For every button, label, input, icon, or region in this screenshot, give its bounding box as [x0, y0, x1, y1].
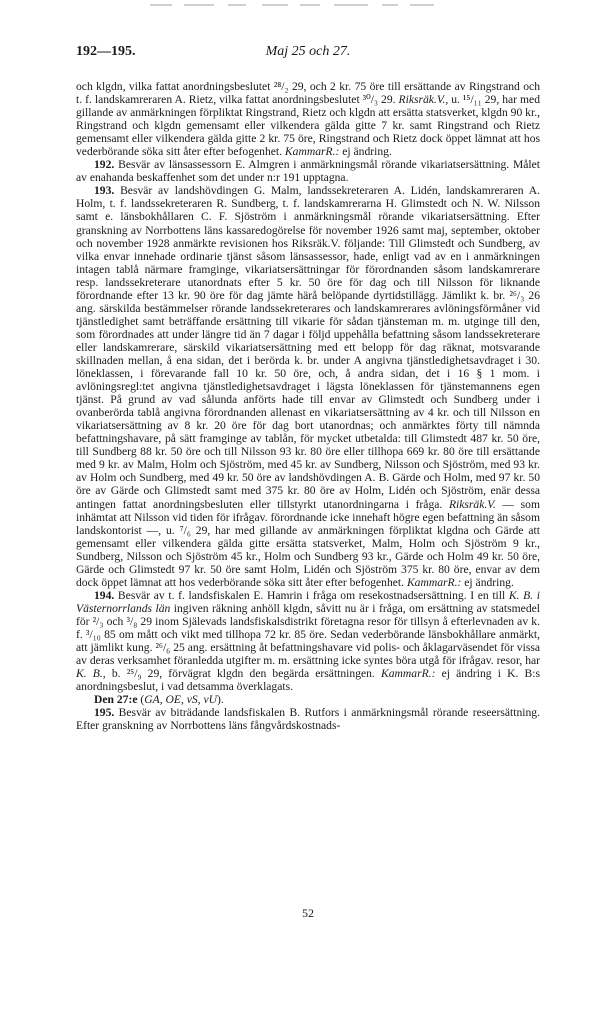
text-run: Besvär av t. f. landsfiskalen E. Hamrin i fråga om resekostnadsersättning. I en till	[114, 588, 509, 602]
session-date-line	[76, 693, 540, 706]
italic-run: KammarR.:	[381, 667, 436, 681]
text-run: ej ändring.	[339, 145, 392, 159]
body-text	[76, 80, 540, 732]
text-run: ej ändring i K. B:s anordningsbeslut, i vad detsamma överklagats.	[76, 667, 540, 694]
case-paragraph	[76, 158, 540, 184]
bold-run: 192.	[94, 158, 115, 172]
text-run: Besvär av landshövdingen G. Malm, landssekreteraren A. Lidén, landskamreraren A. Holm, t. f. landssekreteraren R. Sundberg, t. f. landskamrerarna H. Glimstedt och N. W. Nilsson samt e. länsbokhållaren C. F. Sjöström i anmärkningsmål rörande vikariatsersättning. Efter granskning av Norrbottens läns kassaredogörelse för november 1926 samt maj, september, oktober och november 1928 anmärkte revisionen hos Riksräk.V. följande: Till Glimstedt och Sundberg, av vilka envar innehade ordinarie tjänst såsom länsassessor, hade, enligt vad av en i anmärkningen intagen tablå närmare framginge, vikariatsersättningar för förordnanden såsom landskamrerare resp. landssekreterare utanordnats efter 5 kr. 50 öre för dag och till Nilsson för liknande förordnande efter 13 kr. 90 öre för dag jämte härå belöpande dyrtidstillägg. Jämlikt k. br. ²⁶/₃ 26 ang. särskilda bestämmelser rörande landssekreterares och landskamrerares avlöningsförmåner vid tjänstledighet samt beträffande ersättning till vikarie för sådan tjänsteman m. m. utginge till den, som förordnades att under längre tid än 7 dagar i följd uppehålla befattning såsom landssekreterare eller landskamrerare, särskild vikariatsersättning med ett belopp för dag räknat, motsvarande skillnaden mellan, å ena sidan, det i berörda k. br. under A angivna tjänstledighetsavdraget i 30. löneklassen, i förevarande fall 10 kr. 50 öre, och, å andra sidan, det i 16 § 1 mom. i avlöningsregl:tet angivna tjänstledighetsavdraget i lägsta löneklassen för tjänstemannens egen tjänst. På grund av vad sålunda anförts hade till envar av Glimstedt och Sundberg under i ovanberörda tablå angivna förordnanden allenast en vikariatsersättning av 4 kr. och till Nilsson en vikariatsersättning av 8 kr. 20 öre för dag bort utanordnas; och anmärktes förty till nämnda befattningshavare, på sätt framginge av tablån, för mycket utbetalda: till Glimstedt 487 kr. 50 öre, till Sundberg 88 kr. 50 öre och till Nilsson 93 kr. 80 öre eller tillhopa 669 kr. 80 öre till ersättande med 9 kr. av Malm, Holm och Sjöström, med 45 kr. av Sundberg, Nilsson och Sjöström, med 93 kr. av Holm och Sundberg, med 49 kr. 50 öre av landshövdingen A. B. Gärde och Holm, med 97 kr. 50 öre av Gärde och Glimstedt samt med 375 kr. 80 öre av Holm, Lidén och Sjöström, enär dessa antingen fattat anordningsbesluten eller tillstyrkt utanordningarna i fråga.	[76, 184, 540, 511]
top-edge-artifact	[0, 0, 616, 12]
text-run: ej ändring.	[461, 575, 514, 589]
bold-run: Den 27:e	[94, 693, 138, 707]
text-run: och klgdn, vilka fattat anordningsbeslutet ²⁸/₂ 29, och 2 kr. 75 öre till ersättande av Ringstrand och t. f. landskamreraren A. Rietz, vilka fattat anordningsbeslutet ³⁰/₃ 29.	[76, 80, 540, 107]
bold-run: 194.	[94, 588, 115, 602]
italic-run: K. B. i Västernorrlands län	[76, 588, 540, 615]
case-paragraph	[76, 184, 540, 588]
italic-run: GA, OE, vS, vU	[144, 693, 217, 707]
case-paragraph	[76, 706, 540, 732]
header-date: Maj 25 och 27.	[265, 44, 351, 59]
paragraph-continuation	[76, 80, 540, 158]
text-run: , u. ¹⁵/₁₁ 29, har med gillande av anmärkningen förpliktat Ringstrand, Rietz och klgdn att ersätta statsverket, klgdn 90 kr., Ringstrand och klgdn gemensamt eller vilkendera gälda gitte 7 kr. samt Ringstrand och Rietz gemensamt eller vilkendera gälda gitte 2 kr. 75 öre, Ringstrand och Rietz dock öppet lämnat att hos vederbörande söka sitt åter efter befogenhet.	[76, 93, 540, 159]
text-run: , b. ²⁵/₉ 29, förvägrat klgdn den begärda ersättningen.	[102, 667, 381, 681]
italic-run: Riksräk.V.	[398, 93, 446, 107]
page-header	[76, 44, 540, 60]
text-run: Besvär av biträdande landsfiskalen B. Rutfors i anmärkningsmål rörande reseersättning. Efter granskning av Norrbottens läns fångvårdskostnads-	[76, 706, 540, 733]
page-number: 52	[302, 906, 314, 920]
italic-run: KammarR.:	[284, 145, 340, 159]
bold-run: 195.	[94, 706, 115, 720]
text-run: ).	[217, 693, 224, 707]
bold-run: 193.	[94, 184, 115, 198]
italic-run: KammarR.:	[406, 575, 462, 589]
section-range: 192—195.	[76, 44, 136, 59]
text-run: Besvär av länsassessorn E. Almgren i anmärkningsmål rörande vikariatsersättning. Målet av enahanda beskaffenhet som det under n:r 191 upptagna.	[76, 158, 540, 185]
italic-run: K. B.	[76, 667, 103, 681]
case-paragraph	[76, 589, 540, 693]
text-run: (	[137, 693, 145, 707]
text-run: ingiven räkning anhöll klgdn, såvitt nu är i fråga, om ersättning av statsmedel för ²/₃ och ³/₈ 29 inom Själevads landsfiskalsdistrikt företagna resor för tillsyn å efterlevnaden av k. f. ³/₁₀ 85 om mått och vikt med tillhopa 72 kr. 85 öre. Sedan vederbörande länsbokhållare anmärkt, att jämlikt kung. ²⁶/₆ 25 ang. ersättning åt befattningshavare vid polis- och åklagarväsendet för vissa av deras verksamhet föranledda utgifter m. m. ersättning icke syntes böra utgå för ifrågav. resor, har	[76, 601, 540, 668]
italic-run: Riksräk.V.	[448, 497, 496, 511]
text-run: — som inhämtat att Nilsson vid tiden för ifrågav. förordnande icke innehaft högre egen befattning än såsom landskontorist —, u. ⁷/₆ 29, har med gillande av anmärkningen förpliktat klgdna och Gärde att gemensamt eller vilkendera gälda gitte ersätta statsverket, Malm, Holm och Sjöström 9 kr., Sundberg, Nilsson och Sjöström 45 kr., Holm och Sundberg 93 kr., Gärde och Holm 49 kr. 50 öre, Gärde och Glimstedt 97 kr. 50 öre samt Holm, Lidén och Sjöström 375 kr. 80 öre, envar av dem dock öppet lämnat att hos vederbörande söka sitt åter efter befogenhet.	[76, 497, 540, 589]
